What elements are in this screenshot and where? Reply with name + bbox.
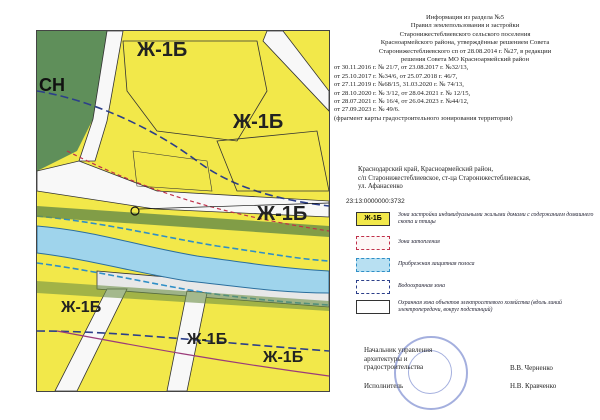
- signatory-role-2: Исполнитель: [364, 382, 404, 390]
- signatory-name-2: Н.В. Кравченко: [510, 382, 557, 390]
- legend-item-power: [356, 300, 596, 316]
- legend-item-water: [356, 280, 596, 296]
- cn-label: СН: [39, 75, 65, 95]
- info-line: Старонижестеблиевского сельского поселения: [399, 30, 531, 38]
- zoning-map-fragment: [36, 30, 330, 392]
- zone-label-3: Ж-1Б: [257, 203, 308, 225]
- signatory-name-1: В.В. Черненко: [510, 364, 553, 372]
- address-block: [358, 166, 594, 192]
- info-line: Старонижестеблиевского сп от 28.08.2014 г. №27, в редакции: [378, 47, 552, 55]
- legend-item-flood: [356, 236, 596, 252]
- role-line: архитектуры и: [364, 354, 408, 363]
- info-line: Красноармейского района, утверждённые решением Совета: [380, 39, 550, 47]
- legend-item-coastal: [356, 258, 596, 274]
- legend-symbol-flood: [356, 236, 390, 250]
- signatory-role-1: [364, 346, 432, 372]
- legend-item-zh1b: [356, 212, 596, 228]
- role-line: градостроительства: [364, 363, 424, 372]
- legend-symbol-coastal: [356, 258, 390, 272]
- zone-label-4: Ж-1Б: [61, 299, 102, 316]
- info-line: от 25.10.2017 г. №34/6, от 25.07.2018 г. 46/7,: [334, 72, 458, 80]
- address-line: Краснодарский край, Красноармейский район,: [358, 166, 494, 173]
- legend-symbol-water: [356, 280, 390, 294]
- info-line: Правил землепользования и застройки: [410, 22, 520, 30]
- info-line: от 27.11.2019 г. №68/15, 31.03.2020 г. № 74/13,: [334, 81, 464, 89]
- legend-text: Прибрежная защитная полоса: [398, 261, 475, 267]
- role-line: Начальник управления: [364, 346, 433, 354]
- cadastral-number: 23:13:0000000:3732: [346, 198, 405, 205]
- info-line: решения Совета МО Красноармейский район: [400, 56, 529, 64]
- info-line: Информация из раздела №5: [425, 14, 505, 21]
- document-info: [334, 14, 596, 123]
- legend-text: Зона затопления: [398, 239, 440, 245]
- legend-symbol-power: [356, 300, 390, 314]
- zone-label-6: Ж-1Б: [263, 349, 304, 366]
- legend-symbol-zh1b: Ж-1Б: [356, 212, 390, 226]
- info-line: от 28.10.2020 г. № 3/12, от 28.04.2021 г. № 12/15,: [334, 89, 471, 97]
- info-line: (фрагмент карты градостроительного зонирования территории): [334, 114, 513, 122]
- info-line: от 28.07.2021 г. № 16/4, от 26.04.2023 г. №44/12,: [334, 98, 469, 106]
- zone-label-5: Ж-1Б: [187, 331, 228, 348]
- legend-text: Охранная зона объектов электросетевого хозяйства (вдоль линий электропередачи, вокруг подстанций): [398, 300, 562, 313]
- address-line: ул. Афанасенко: [358, 183, 403, 191]
- legend-text: Водоохранная зона: [398, 283, 445, 289]
- legend-text: Зона застройки индивидуальными жилыми домами с содержанием домашнего скота и птицы: [398, 212, 594, 225]
- address-line: с/п Старонижестеблиевское, ст-ца Старонижестеблиевская,: [358, 174, 531, 182]
- info-line: от 30.11.2016 г. № 21/7, от 23.08.2017 г. №32/13,: [334, 64, 469, 72]
- zone-label-2: Ж-1Б: [233, 111, 284, 133]
- info-line: от 27.09.2023 г. № 49/6.: [334, 106, 400, 114]
- zone-label-1: Ж-1Б: [137, 39, 188, 61]
